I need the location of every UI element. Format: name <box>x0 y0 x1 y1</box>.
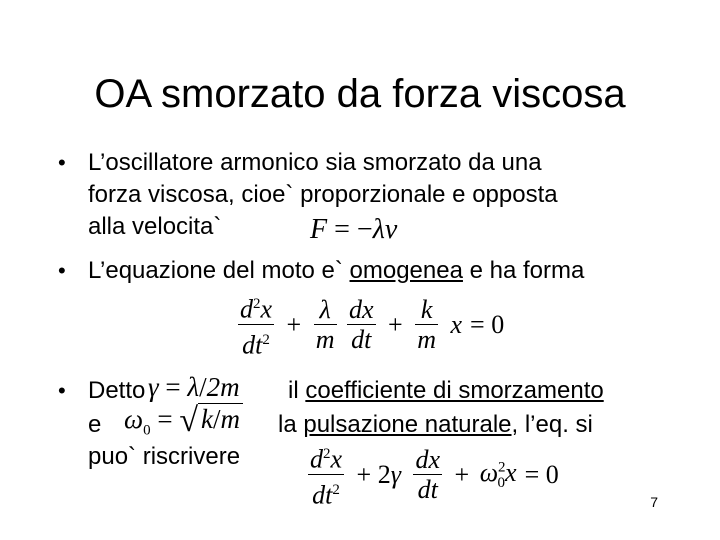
force-formula: F = −λv <box>310 214 398 245</box>
bullet-3-detto: Detto <box>88 377 146 404</box>
slide-title: OA smorzato da forza viscosa <box>94 72 626 116</box>
text-il: il <box>288 377 306 404</box>
bullet-3-line-2-tail <box>278 410 593 440</box>
page-number: 7 <box>650 494 658 510</box>
equation-motion-2: $\frac{d^2x}{dt^2}$ + 2γ $\frac{dx}{dt}$ + $\omega^2_0x = 0$ <box>310 444 559 510</box>
text-la: la <box>278 411 304 438</box>
bullet-marker: • <box>58 258 66 283</box>
bullet-3-e: e <box>88 411 102 438</box>
bullet-3-line-3: puo` riscrivere <box>88 443 241 470</box>
text-eq-si: , l’eq. si <box>511 411 593 438</box>
underlined-omogenea: omogenea <box>349 257 463 284</box>
bullet-1-line-3: alla velocita` <box>88 213 222 240</box>
bullet-1-line-1: L’oscillatore armonico sia smorzato da una <box>88 149 542 176</box>
bullet-2-post: e ha forma <box>462 257 585 284</box>
bullet-2-pre: L’equazione del moto e` <box>88 257 350 284</box>
bullet-marker: • <box>58 150 66 175</box>
underlined-pulsazione: pulsazione naturale <box>303 411 512 438</box>
gamma-definition: γ = λ/2m <box>148 372 240 402</box>
bullet-1-line-2: forza viscosa, cioe` proporzionale e opposta <box>88 181 558 208</box>
underlined-coefficiente: coefficiente di smorzamento <box>305 377 604 404</box>
equation-motion-1: $\frac{d^2x}{dt^2}$ + $\frac{\lambda}{m}$ $\frac{dx}{dt}$ + $\frac{k}{m}$ x = 0 <box>240 294 505 360</box>
bullet-marker: • <box>58 378 66 403</box>
bullet-3-line-1-tail <box>288 376 604 406</box>
bullet-2-text <box>88 256 584 286</box>
omega-definition: $\omega_0$ = √ k/m <box>124 402 243 440</box>
